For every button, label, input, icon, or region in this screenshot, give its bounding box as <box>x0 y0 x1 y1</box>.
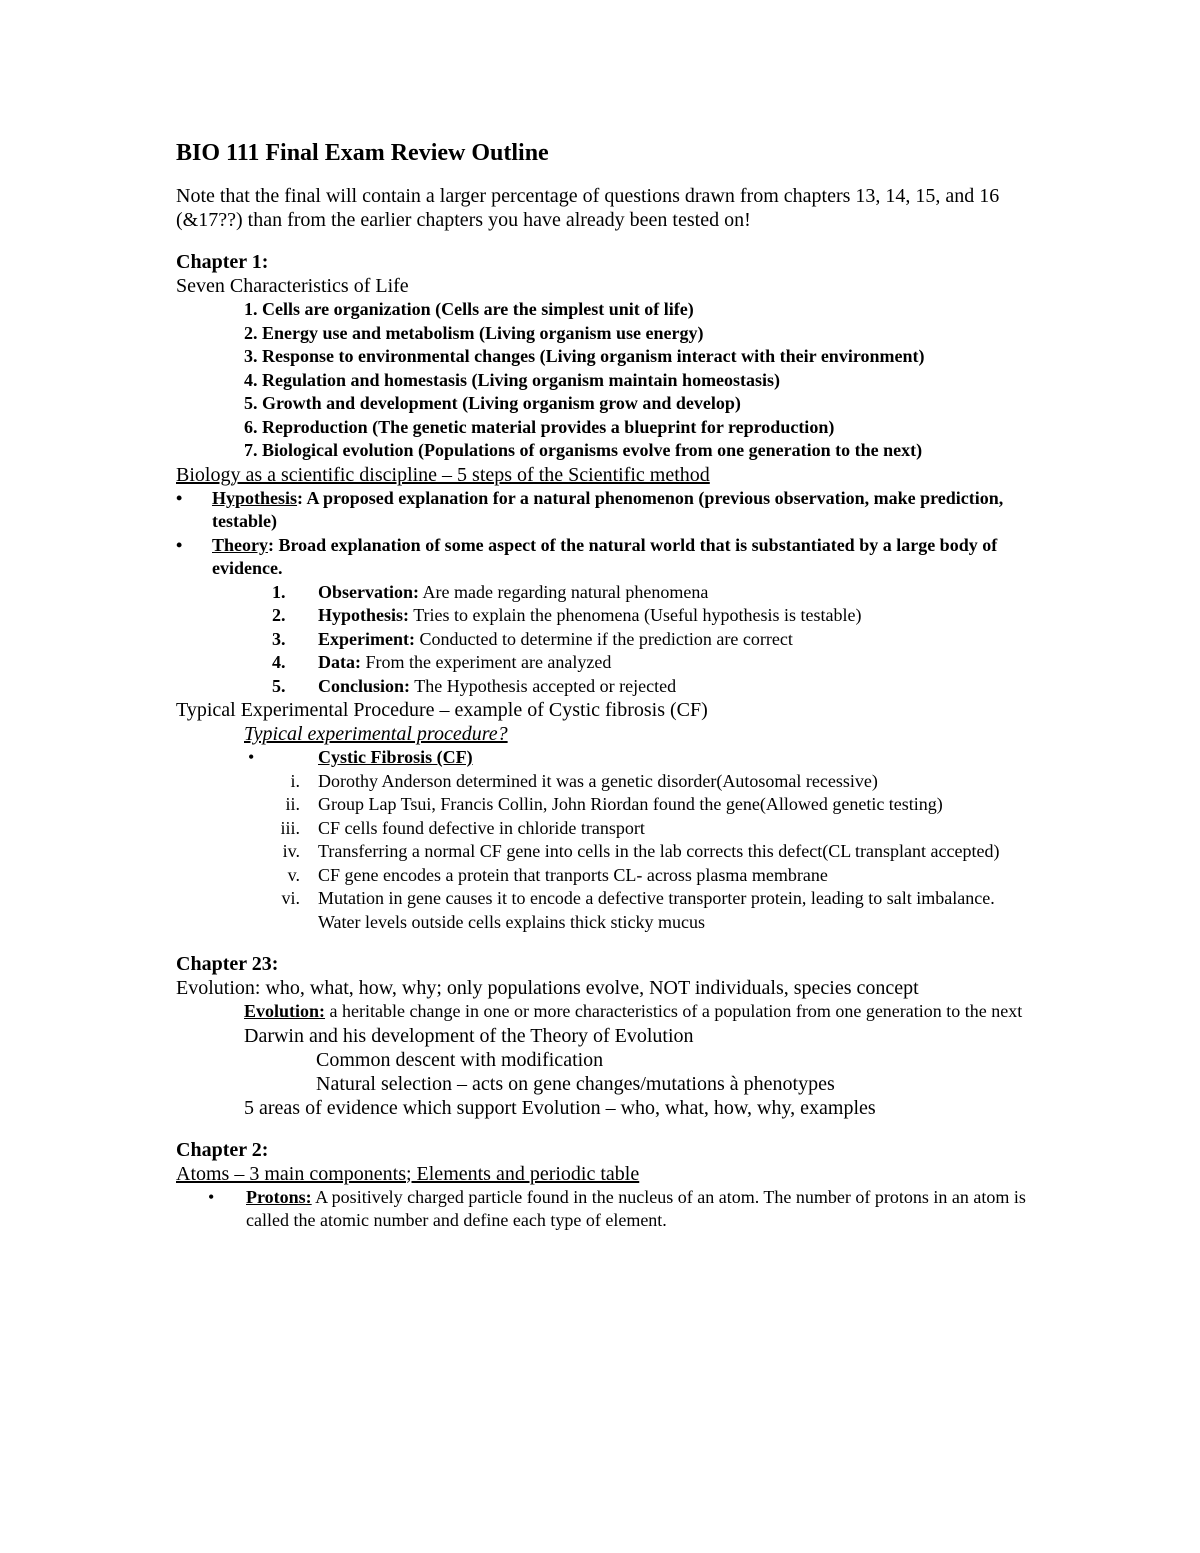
evolution-intro: Evolution: who, what, how, why; only populations evolve, NOT individuals, species concept <box>176 977 919 999</box>
cf-list <box>176 746 1026 934</box>
item-text: CF cells found defective in chloride transport <box>318 817 645 838</box>
bullet-icon: • <box>176 487 183 508</box>
item-number: 1. <box>244 299 258 319</box>
step-term: Experiment: <box>318 628 415 649</box>
list-item <box>176 1186 1026 1233</box>
evidence-areas-line: 5 areas of evidence which support Evolution – who, what, how, why, examples <box>244 1096 876 1119</box>
bullet-icon: • <box>248 747 255 767</box>
bullet-icon: • <box>208 1186 215 1207</box>
evolution-definition <box>176 1000 1026 1024</box>
item-text: Dorothy Anderson determined it was a genetic disorder(Autosomal recessive) <box>318 770 878 791</box>
chapter-2-heading: Chapter 2: <box>176 1138 269 1161</box>
item-text: Mutation in gene causes it to encode a defective transporter protein, leading to salt imbalance. Water levels outside cells explains thick sticky mucus <box>318 888 995 932</box>
item-text: Biological evolution (Populations of organisms evolve from one generation to the next) <box>262 440 923 460</box>
step-number: 3. <box>272 628 286 649</box>
item-text: Energy use and metabolism (Living organism use energy) <box>262 322 704 343</box>
item-text: CF gene encodes a protein that tranports CL- across plasma membrane <box>318 864 828 885</box>
document-body <box>176 138 1026 1233</box>
step-number: 4. <box>272 652 286 672</box>
list-item <box>176 675 1026 699</box>
list-item <box>176 746 1026 770</box>
item-text: Reproduction (The genetic material provides a blueprint for reproduction) <box>262 416 835 437</box>
scientific-method-heading: Biology as a scientific discipline – 5 steps of the Scientific method <box>176 463 710 486</box>
list-item <box>176 392 1026 416</box>
item-text: Transferring a normal CF gene into cells in the lab corrects this defect(CL transplant accepted) <box>318 841 1000 861</box>
step-number: 1. <box>272 581 286 602</box>
list-item <box>176 439 1026 463</box>
list-item <box>176 770 1026 794</box>
definition: A positively charged particle found in the nucleus of an atom. The number of protons in an atom is called the atomic number and define each type of element. <box>246 1186 1026 1230</box>
step-term: Conclusion: <box>318 675 411 696</box>
list-item <box>176 581 1026 605</box>
experimental-procedure-subheading: Typical experimental procedure? <box>244 723 508 745</box>
step-text: Tries to explain the phenomena (Useful hypothesis is testable) <box>409 605 862 625</box>
step-number: 5. <box>272 675 286 696</box>
definition: : Broad explanation of some aspect of the natural world that is substantiated by a large body of evidence. <box>212 534 998 578</box>
item-number: 7. <box>244 440 258 460</box>
list-item <box>176 864 1026 888</box>
step-text: From the experiment are analyzed <box>361 652 612 672</box>
list-item <box>176 298 1026 322</box>
experimental-procedure-heading: Typical Experimental Procedure – example of Cystic fibrosis (CF) <box>176 699 708 721</box>
item-number: ii. <box>285 794 300 814</box>
term: Protons: <box>246 1186 312 1207</box>
list-item <box>176 416 1026 440</box>
bullet-icon: • <box>176 534 183 555</box>
list-item <box>176 817 1026 841</box>
characteristics-heading: Seven Characteristics of Life <box>176 275 409 297</box>
atoms-heading: Atoms – 3 main components; Elements and periodic table <box>176 1162 640 1185</box>
list-item <box>176 793 1026 817</box>
list-item <box>176 534 1026 581</box>
list-item <box>176 322 1026 346</box>
list-item <box>176 369 1026 393</box>
term: Hypothesis <box>212 487 298 508</box>
term: Theory <box>212 534 268 555</box>
characteristics-list <box>176 298 1026 463</box>
item-text: Growth and development (Living organism grow and develop) <box>262 393 741 413</box>
common-descent-line: Common descent with modification <box>316 1048 604 1071</box>
chapter-23-heading: Chapter 23: <box>176 953 279 975</box>
step-term: Data: <box>318 652 361 672</box>
list-item <box>176 651 1026 675</box>
definition-bullets <box>176 487 1026 581</box>
term: Evolution: <box>244 1001 326 1021</box>
intro-note: Note that the final will contain a larger percentage of questions drawn from chapters 13, 14, 15, and 16 (&17??) than from the earlier chapters you have already been tested on! <box>176 185 1000 231</box>
step-text: Are made regarding natural phenomena <box>419 581 709 602</box>
cf-title: Cystic Fibrosis (CF) <box>318 747 473 767</box>
item-number: v. <box>287 864 300 885</box>
list-item <box>176 628 1026 652</box>
item-number: iii. <box>280 817 300 838</box>
step-text: Conducted to determine if the prediction are correct <box>414 628 793 649</box>
item-text: Group Lap Tsui, Francis Collin, John Riordan found the gene(Allowed genetic testing) <box>318 794 943 814</box>
natural-selection-line: Natural selection – acts on gene changes/mutations à phenotypes <box>316 1072 835 1095</box>
method-steps <box>176 581 1026 699</box>
chapter-1-heading: Chapter 1: <box>176 251 269 273</box>
list-item <box>176 840 1026 864</box>
item-number: 5. <box>244 393 258 413</box>
darwin-line: Darwin and his development of the Theory of Evolution <box>244 1024 694 1047</box>
step-text: The Hypothesis accepted or rejected <box>410 675 677 696</box>
step-number: 2. <box>272 605 286 625</box>
document-title: BIO 111 Final Exam Review Outline <box>176 140 549 166</box>
list-item <box>176 345 1026 369</box>
item-number: 4. <box>244 369 258 390</box>
list-item <box>176 487 1026 534</box>
definition: a heritable change in one or more characteristics of a population from one generation to the next <box>325 1001 1023 1021</box>
item-text: Cells are organization (Cells are the simplest unit of life) <box>262 299 694 319</box>
item-number: i. <box>290 770 300 791</box>
list-item <box>176 887 1026 934</box>
step-term: Hypothesis: <box>318 605 410 625</box>
item-text: Regulation and homestasis (Living organism maintain homeostasis) <box>262 369 781 390</box>
list-item <box>176 604 1026 628</box>
definition: : A proposed explanation for a natural phenomenon (previous observation, make prediction, testable) <box>212 487 1004 531</box>
step-term: Observation: <box>318 581 419 602</box>
item-number: 3. <box>244 346 258 366</box>
item-number: 2. <box>244 322 258 343</box>
item-number: vi. <box>281 888 300 908</box>
item-number: 6. <box>244 416 258 437</box>
item-number: iv. <box>282 841 300 861</box>
item-text: Response to environmental changes (Living organism interact with their environment) <box>262 346 925 366</box>
